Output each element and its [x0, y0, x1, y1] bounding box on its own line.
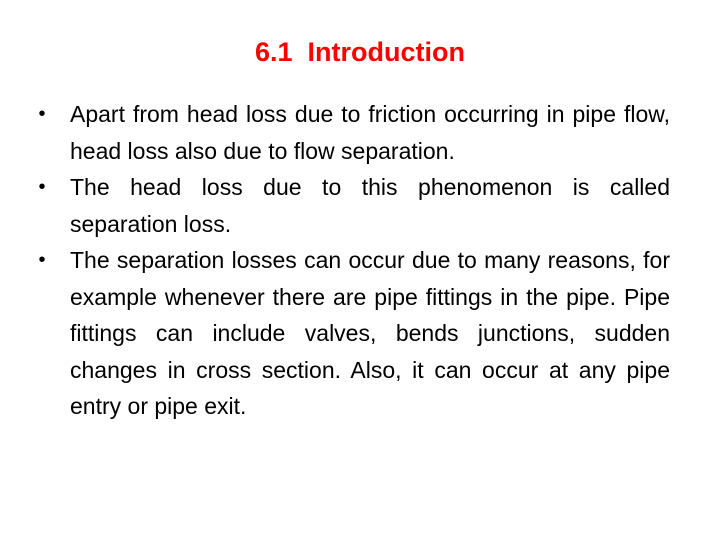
- bullet-item: [30, 169, 670, 242]
- bullet-text: The head loss due to this phenomenon is called separation loss.: [70, 174, 670, 237]
- bullet-icon: •: [38, 103, 46, 125]
- bullet-icon: •: [38, 249, 46, 271]
- bullet-icon: •: [38, 176, 46, 198]
- bullet-text: The separation losses can occur due to many reasons, for example whenever there are pipe fittings in the pipe. Pipe fittings can include valves, bends junctions, sudden changes in cross section. Also, it can occur at any pipe entry or pipe exit.: [70, 247, 670, 419]
- bullet-text: Apart from head loss due to friction occurring in pipe flow, head loss also due to flow separation.: [70, 101, 670, 164]
- bullet-item: [30, 96, 670, 169]
- slide-title: 6.1 Introduction: [254, 37, 465, 67]
- bullet-item: [30, 242, 670, 425]
- bullet-list: [30, 96, 670, 425]
